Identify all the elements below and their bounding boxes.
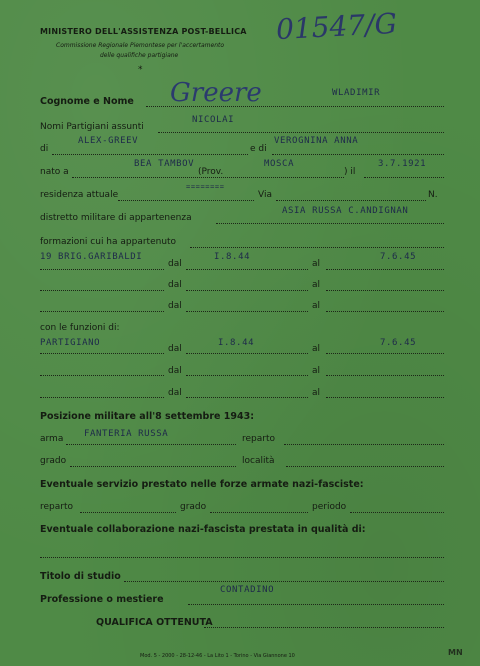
formation-name-line [40,269,164,270]
rank-line [70,466,236,467]
function-from-line [186,353,308,354]
function-from-value: I.8.44 [218,338,255,348]
functions-label: con le funzioni di: [40,323,120,333]
function-to-line [326,375,444,376]
file-number: 01547/G [275,6,398,47]
mother-line [272,154,444,155]
formation-to-line [326,290,444,291]
birthdate-value: 3.7.1921 [378,159,427,169]
first-name-value: WLADIMIR [332,88,381,98]
formation-from-label: dal [168,280,182,290]
profession-line [188,604,444,605]
nazi-fascist-service-label: Eventuale servizio prestato nelle forze armate nazi-fasciste: [40,479,364,490]
profession-value: CONTADINO [220,585,275,595]
formation-from-line [186,290,308,291]
formation-to-line [326,269,444,270]
father-value: ALEX-GREEV [78,136,139,146]
function-from-label: dal [168,344,182,354]
mother-value: VEROGNINA ANNA [274,136,359,146]
weapon-line [66,444,236,445]
service-rank-label: grado [180,502,207,512]
education-label: Titolo di studio [40,571,121,582]
military-district-line [216,223,444,224]
military-district-value: ASIA RUSSA C.ANDIGNAN [282,206,409,216]
collaboration-label: Eventuale collaborazione nazi-fascista prestata in qualità di: [40,524,366,535]
street-number-label: N. [428,190,438,200]
partisan-names-label: Nomi Partigiani assunti [40,122,144,132]
formation-to-value: 7.6.45 [380,252,417,262]
birthplace-label: nato a [40,167,69,177]
formation-from-label: dal [168,301,182,311]
residence-line [118,200,254,201]
service-unit-line [80,512,176,513]
weapon-value: FANTERIA RUSSA [84,429,169,439]
birthdate-line [364,177,444,178]
birthdate-label: ) il [344,167,356,177]
function-to-line [326,353,444,354]
unit-line [284,444,444,445]
formation-name-line [40,311,164,312]
qualification-label: QUALIFICA OTTENUTA [96,617,213,628]
function-name-line [40,375,164,376]
mother-label: e di [250,144,267,154]
formation-from-label: dal [168,259,182,269]
function-to-label: al [312,388,321,398]
formations-label: formazioni cui ha appartenuto [40,237,177,247]
formation-from-line [186,269,308,270]
father-line [52,154,248,155]
formation-to-line [326,311,444,312]
surname-name-label: Cognome e Nome [40,96,134,107]
star-icon: * [138,65,143,75]
qualification-line [204,627,444,628]
commission-line-1: Commissione Regionale Piemontese per l'accertamento [56,42,225,49]
street-line [276,200,426,201]
function-to-label: al [312,366,321,376]
birthplace-value: BEA TAMBOV [134,159,195,169]
education-line [124,581,444,582]
formation-to-label: al [312,301,321,311]
function-name-line [40,353,164,354]
military-district-label: distretto militare di appartenenza [40,213,192,223]
collaboration-line [40,557,444,558]
province-label: (Prov. [198,167,224,177]
function-from-line [186,375,308,376]
unit-label: reparto [242,434,276,444]
formation-name-line [40,290,164,291]
province-value: MOSCA [264,159,295,169]
partisan-names-line [158,132,444,133]
partisan-names-value: NICOLAI [192,115,235,125]
function-to-label: al [312,344,321,354]
formation-to-label: al [312,280,321,290]
service-period-label: periodo [312,502,347,512]
residence-label: residenza attuale [40,190,119,200]
street-label: Via [258,190,272,200]
formation-name: 19 BRIG.GARIBALDI [40,252,143,262]
rank-label: grado [40,456,67,466]
commission-line-2: delle qualifiche partigiane [100,52,179,59]
surname-value: Greere [170,78,262,108]
service-period-line [350,512,444,513]
function-to-line [326,397,444,398]
ministry-header: MINISTERO DELL'ASSISTENZA POST-BELLICA [40,27,247,36]
function-name: PARTIGIANO [40,338,101,348]
military-position-label: Posizione militare all'8 settembre 1943: [40,411,255,422]
service-rank-line [210,512,308,513]
function-from-label: dal [168,388,182,398]
father-label: di [40,144,49,154]
weapon-label: arma [40,434,64,444]
profession-label: Professione o mestiere [40,594,164,605]
formation-from-value: I.8.44 [214,252,251,262]
service-unit-label: reparto [40,502,74,512]
function-to-value: 7.6.45 [380,338,417,348]
print-info: Mod. 5 - 2000 - 28-12-46 - La Lito 1 - Torino - Via Giannone 10 [140,653,295,659]
residence-value: ======== [186,183,225,191]
corner-mark: MN [448,648,463,657]
formation-from-line [186,311,308,312]
function-from-line [186,397,308,398]
function-from-label: dal [168,366,182,376]
formation-to-label: al [312,259,321,269]
location-line [286,466,444,467]
birthplace-line [72,177,344,178]
formations-line [190,247,444,248]
function-name-line [40,397,164,398]
location-label: località [242,456,275,466]
